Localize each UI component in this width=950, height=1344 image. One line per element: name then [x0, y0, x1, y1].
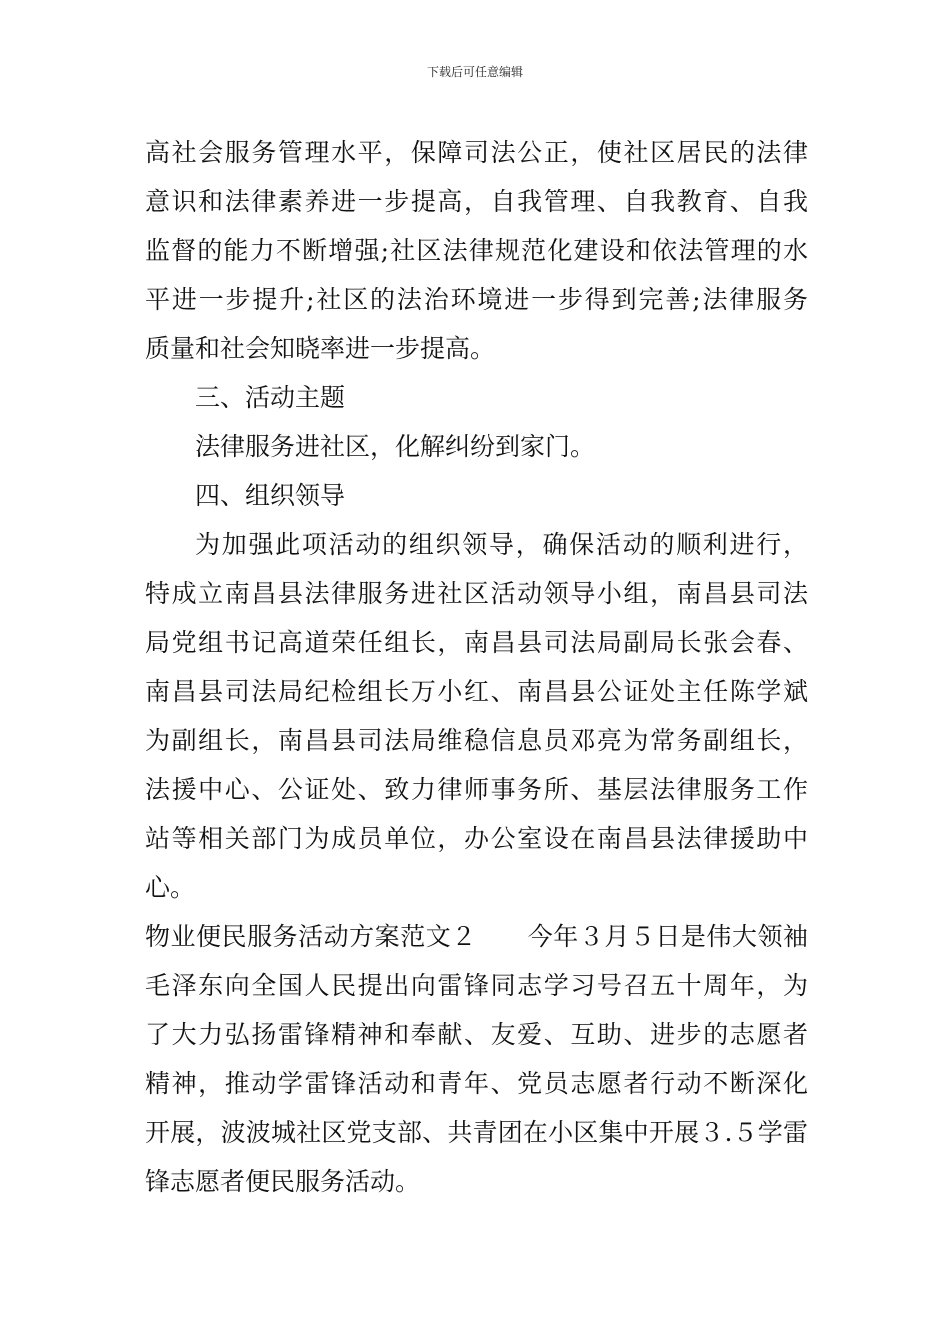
- text-line: 意识和法律素养进一步提高，自我管理、自我教育、自我: [145, 187, 808, 216]
- text-line: 法律服务进社区，化解纠纷到家门。: [195, 432, 596, 461]
- text-line: 局党组书记高道荣任组长，南昌县司法局副局长张会春、: [145, 628, 808, 657]
- text-line: 为副组长，南昌县司法局维稳信息员邓亮为常务副组长，: [145, 726, 808, 755]
- text-line: 法援中心、公证处、致力律师事务所、基层法律服务工作: [145, 775, 808, 804]
- text-line: 物业便民服务活动方案范文２ 今年３月５日是伟大领袖: [145, 922, 808, 951]
- text-line: 高社会服务管理水平，保障司法公正，使社区居民的法律: [145, 138, 808, 167]
- text-line: 心。: [145, 873, 196, 902]
- section-heading: 四、组织领导: [195, 481, 346, 510]
- text-line: 监督的能力不断增强;社区法律规范化建设和依法管理的水: [145, 236, 808, 265]
- text-line: 平进一步提升;社区的法治环境进一步得到完善;法律服务: [145, 285, 808, 314]
- document-body: [145, 128, 808, 1206]
- section-heading: 三、活动主题: [195, 383, 346, 412]
- page-header: 下载后可任意编辑: [426, 65, 523, 79]
- text-line: 站等相关部门为成员单位，办公室设在南昌县法律援助中: [145, 824, 808, 853]
- text-line: 精神，推动学雷锋活动和青年、党员志愿者行动不断深化: [145, 1069, 808, 1098]
- text-line: 为加强此项活动的组织领导，确保活动的顺利进行，: [195, 530, 808, 559]
- text-line: 南昌县司法局纪检组长万小红、南昌县公证处主任陈学斌: [145, 677, 808, 706]
- text-line: 锋志愿者便民服务活动。: [145, 1167, 421, 1196]
- text-line: 了大力弘扬雷锋精神和奉献、友爱、互助、进步的志愿者: [145, 1020, 808, 1049]
- text-line: 开展，波波城社区党支部、共青团在小区集中开展３.５学雷: [145, 1118, 808, 1147]
- text-line: 质量和社会知晓率进一步提高。: [145, 334, 496, 363]
- text-line: 毛泽东向全国人民提出向雷锋同志学习号召五十周年，为: [145, 971, 808, 1000]
- text-line: 特成立南昌县法律服务进社区活动领导小组，南昌县司法: [145, 579, 808, 608]
